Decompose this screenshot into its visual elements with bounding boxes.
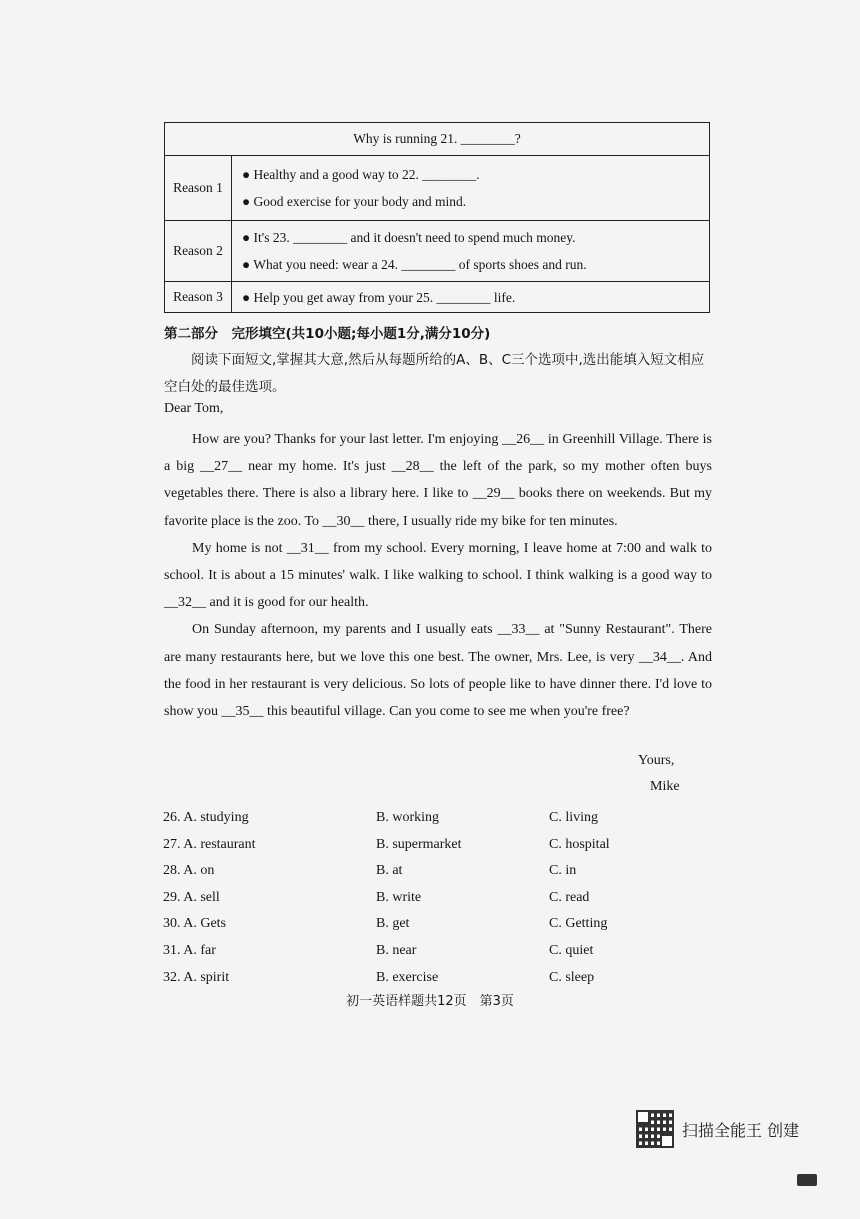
scanner-watermark xyxy=(636,1110,799,1148)
option-b: B. supermarket xyxy=(376,836,462,852)
option-a: 26. A. studying xyxy=(163,810,249,825)
option-a: 31. A. far xyxy=(163,942,216,958)
reason-label: Reason 2 xyxy=(165,221,232,282)
option-row xyxy=(163,939,723,966)
option-b: B. exercise xyxy=(376,969,439,985)
table-header: Why is running 21. ________? xyxy=(165,123,710,156)
letter-paragraph: How are you? Thanks for your last letter. I'm enjoying __26__ in Greenhill Village. There is a big __27__ near my home. It's just __28__ the left of the park, so my mother often buys vegetables there. There is also a library here. I like to __29__ books there on weekends. But my favorite place is the zoo. To __30__ there, I usually ride my bike for ten minutes. xyxy=(164,432,712,529)
option-a: 32. A. spirit xyxy=(163,969,230,985)
option-b: B. at xyxy=(376,863,403,879)
option-row xyxy=(163,966,723,993)
answer-options xyxy=(163,806,723,992)
table-row xyxy=(165,282,710,313)
letter-closing: Yours, xyxy=(638,753,675,768)
option-c: C. living xyxy=(549,810,599,825)
qr-code-icon xyxy=(636,1110,674,1148)
option-b: B. write xyxy=(376,889,422,905)
reason-line: ● It's 23. ________ and it doesn't need to spend much money. xyxy=(242,230,576,245)
reason-line: ● Healthy and a good way to 22. ________. xyxy=(242,167,480,182)
table-row xyxy=(165,221,710,282)
scanner-logo-icon xyxy=(797,1174,817,1186)
option-row xyxy=(163,886,723,913)
letter-paragraph: On Sunday afternoon, my parents and I usually eats __33__ at "Sunny Restaurant". There are many restaurants here, but we love this one best. The owner, Mrs. Lee, is very __34__. And the food in her restaurant is very delicious. So lots of people like to have dinner there. I'd love to show you __35__ this beautiful village. Can you come to see me when you're free? xyxy=(164,622,712,720)
option-row xyxy=(163,833,723,860)
letter-paragraph: My home is not __31__ from my school. Every morning, I leave home at 7:00 and walk to school. It is about a 15 minutes' walk. I like walking to school. I think walking is a good way to __32__ and it is good for our health. xyxy=(164,540,712,611)
option-row xyxy=(163,806,723,833)
reason-content xyxy=(232,282,710,313)
option-c: C. in xyxy=(549,863,577,879)
letter-signature: Mike xyxy=(650,779,680,794)
reason-line: ● Good exercise for your body and mind. xyxy=(242,194,467,209)
reasons-table xyxy=(164,122,710,313)
section-title: 第二部分 完形填空(共10小题;每小题1分,满分10分) xyxy=(164,326,491,342)
reason-content xyxy=(232,221,710,282)
reason-label: Reason 1 xyxy=(165,156,232,221)
watermark-text: 扫描全能王 创建 xyxy=(682,1120,800,1140)
reason-label: Reason 3 xyxy=(165,282,232,313)
option-c: C. Getting xyxy=(549,916,608,932)
option-b: B. working xyxy=(376,810,439,825)
option-row xyxy=(163,912,723,939)
option-c: C. hospital xyxy=(549,836,610,852)
option-a: 27. A. restaurant xyxy=(163,836,256,852)
option-row xyxy=(163,859,723,886)
letter-salutation: Dear Tom, xyxy=(164,401,224,416)
option-a: 30. A. Gets xyxy=(163,916,226,932)
reason-line: ● What you need: wear a 24. ________ of sports shoes and run. xyxy=(242,257,587,272)
reason-line: ● Help you get away from your 25. ________ life. xyxy=(242,289,516,305)
option-a: 29. A. sell xyxy=(163,889,220,905)
page-footer: 初一英语样题共12页 第3页 xyxy=(346,994,514,1009)
option-b: B. get xyxy=(376,916,410,932)
option-c: C. sleep xyxy=(549,969,595,985)
option-b: B. near xyxy=(376,942,417,958)
option-a: 28. A. on xyxy=(163,863,215,879)
reason-content xyxy=(232,156,710,221)
letter-body xyxy=(164,426,712,725)
option-c: C. quiet xyxy=(549,942,594,958)
option-c: C. read xyxy=(549,889,590,905)
table-row xyxy=(165,156,710,221)
instruction-text: 阅读下面短文,掌握其大意,然后从每题所给的A、B、C三个选项中,选出能填入短文相应空白处的最佳选项。 xyxy=(164,352,705,395)
